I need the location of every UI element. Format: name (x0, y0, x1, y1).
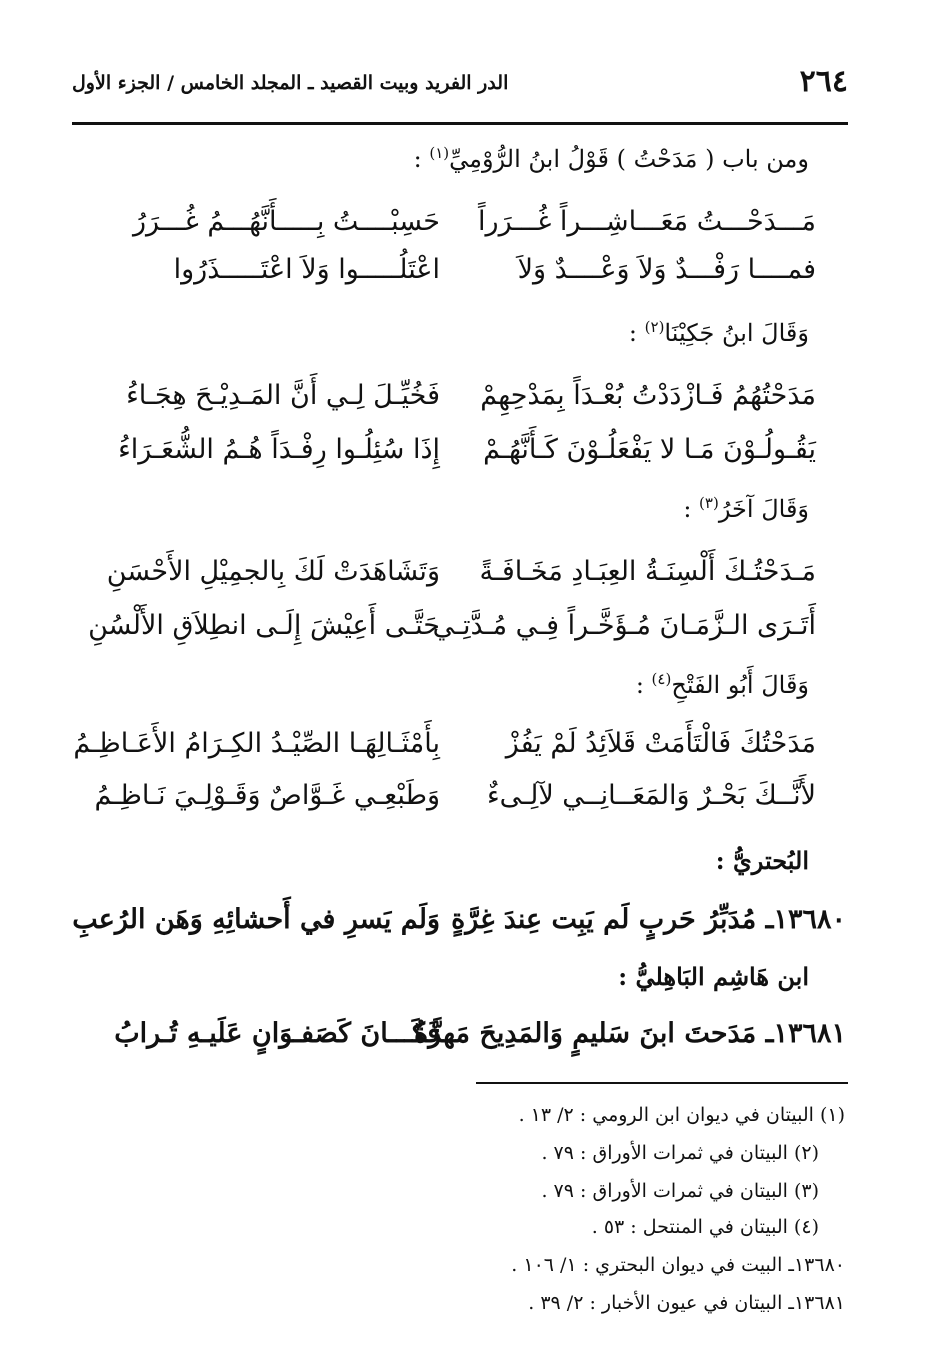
verse-row (100, 380, 816, 432)
verse-first-hemistich: مَـدَحْتُـكَ أَلْسِنَـةُ العِبَـادِ مَخَـافَـةً (479, 556, 816, 587)
section-intro-ibn-hashim: ابن هَاشِم البَاهِليُّ : (618, 962, 809, 991)
intro-text: وَقَالَ آخَرُ (718, 495, 809, 523)
verse-row (100, 434, 816, 486)
intro-colon: : (635, 671, 652, 699)
footnote-marker: (٣) (699, 494, 719, 512)
verse-first-hemistich: أَتَـرَى الـزَّمَـانَ مُـؤَخَّـراً فِـي مُـدَّتِـي (432, 610, 816, 641)
footnote-13680: ١٣٦٨٠ـ البيت في ديوان البحتري : ١/ ١٠٦ . (511, 1254, 845, 1276)
verse-row (100, 254, 816, 306)
verse-second-hemistich: فَكَـــانَ كَصَفـوَانٍ عَلَيـهِ تُـرابُ (114, 1018, 440, 1049)
verse-first-hemistich: فمــــا رَفْـــدٌ وَلاَ وَعْــــدٌ وَلاَ (517, 254, 816, 285)
verse-first-hemistich: مَـــدَحْـــتُ مَعَـــاشِـــراً غُـــرَراً (478, 206, 816, 237)
verse-second-hemistich: فَخُيِّـلَ لِـي أَنَّ المَـدِيْـحَ هِجَـاءُ (126, 380, 440, 411)
verse-second-hemistich: حَسِبْــــتُ بِـــــأَنَّهُـــمُ غُـــرَرُ (133, 206, 440, 237)
page-header (72, 58, 848, 118)
verse-first-hemistich: لأَنَّــكَ بَحْـرٌ وَالمَعَــانِــي لآلِـىءٌ (486, 780, 816, 811)
intro-colon: : (628, 319, 645, 347)
intro-colon: : (413, 145, 430, 173)
page-number: ٢٦٤ (799, 64, 848, 99)
footnote-3: (٣) البيتان في ثمرات الأوراق : ٧٩ . (541, 1180, 819, 1202)
verse-row (100, 556, 816, 608)
verse-first-hemistich: ١٣٦٨٠ـ مُدَبِّرُ حَربٍ لَم يَبِت عِندَ غِرَّةٍ (451, 904, 846, 935)
verse-second-hemistich: وَتَشَاهَدَتْ لَكَ بِالجمِيْلِ الأَحْسَنِ (106, 556, 440, 587)
footnote-4: (٤) البيتان في المنتحل : ٥٣ . (591, 1216, 819, 1238)
verse-first-hemistich: مَدَحْتُهُمُ فَـازْدَدْتُ بُعْـدَاً بِمَدْحِهِمْ (480, 380, 816, 411)
verse-second-hemistich: بِأَمْثَـالِهَـا الصِّيْـدُ الكِـرَامُ الأَعَـاظِـمُ (73, 728, 440, 759)
section-intro-ibn-jakina (629, 318, 809, 347)
intro-text: وَقَالَ أَبُو الفَتْحِ (671, 671, 809, 699)
section-intro-ibn-al-rumi (414, 144, 809, 173)
footnote-marker: (٤) (651, 670, 672, 688)
section-intro-another-poet (683, 494, 809, 523)
footnote-marker: (٢) (644, 318, 665, 336)
running-title: الدر الفريد وبيت القصيد ـ المجلد الخامس / الجزء الأول (72, 72, 509, 94)
verse-first-hemistich: يَقُـولُـوْنَ مَـا لا يَفْعَلُـوْنَ كَـأَنَّهُـمْ (483, 434, 816, 465)
verse-row (94, 780, 816, 832)
verse-second-hemistich: إِذَا سُئِلُـوا رِفْـدَاً هُـمُ الشُّعَـرَاءُ (118, 434, 440, 465)
intro-text: ومن باب ( مَدَحْتُ ) قَوْلُ ابنُ الرُّوْمِيِّ (449, 145, 809, 173)
verse-second-hemistich: اعْتَلُـــــوا وَلاَ اعْتَـــــذَرُوا (173, 254, 440, 285)
footnote-divider (476, 1082, 848, 1084)
header-divider (72, 122, 848, 125)
verse-row (88, 610, 816, 662)
intro-text: وَقَالَ ابنُ جَكِيْنَا (664, 319, 809, 347)
verse-second-hemistich: وَلَم يَسرِ في أَحشائِهِ وَهَن الرُعبِ (72, 904, 440, 935)
footnote-2: (٢) البيتان في ثمرات الأوراق : ٧٩ . (541, 1142, 819, 1164)
section-intro-abu-al-fath (636, 670, 809, 699)
footnote-marker: (١) (429, 144, 450, 162)
verse-first-hemistich: مَدَحْتُكَ فَالْتَأَمَتْ قَلاَئِدُ لَمْ يَفُزْ (505, 728, 816, 759)
verse-second-hemistich: وَطَبْعِـي غَـوَّاصٌ وَقَـوْلِـيَ نَـاظِـمُ (94, 780, 440, 811)
verse-row-13681 (100, 1018, 846, 1070)
intro-colon: : (683, 495, 700, 523)
footnote-1: (١) البيتان في ديوان ابن الرومي : ٢/ ١٣ . (518, 1104, 845, 1126)
verse-row (100, 206, 816, 258)
verse-first-hemistich: ١٣٦٨١ـ مَدَحتَ ابنَ سَليمٍ وَالمَدِيحَ مَهزَّةٌ (414, 1018, 846, 1049)
verse-second-hemistich: حَتَّـى أَعِيْشَ إِلَـى انطِلاَقِ الأَلْسُنِ (88, 610, 440, 641)
section-intro-buhturi: البُحتريُّ : (715, 846, 809, 875)
verse-row (73, 728, 816, 780)
footnote-13681: ١٣٦٨١ـ البيتان في عيون الأخبار : ٢/ ٣٩ . (528, 1292, 845, 1314)
verse-row-13680 (72, 904, 846, 956)
